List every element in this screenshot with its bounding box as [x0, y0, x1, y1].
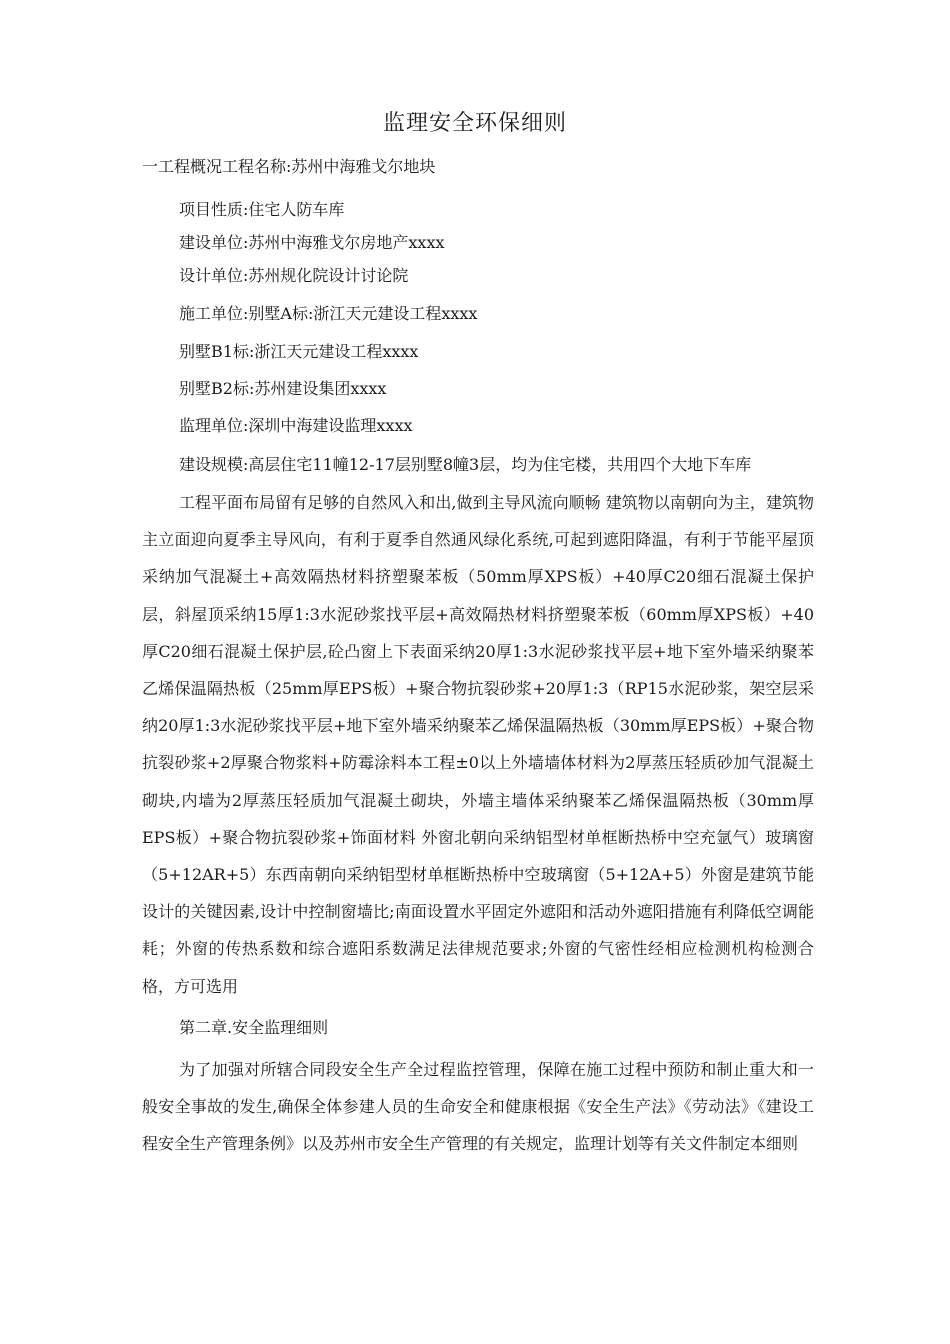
info-line-project-nature: 项目性质:住宅人防车库	[179, 200, 345, 219]
paragraph-layout-energy: 工程平面布局留有足够的自然风入和出,做到主导风流向顺畅 建筑物以南朝向为主，建筑物主立面迎向夏季主导风向，有利于夏季自然通风绿化系统,可起到遮阳降温，有利于节能平屋顶采纳加气混凝土+高效隔热材料挤塑聚苯板（50mm厚XPS板）+40厚C20细石混凝土保护层，斜屋顶采纳15厚1:3水泥砂浆找平层+高效隔热材料挤塑聚苯板（60mm厚XPS板）+40厚C20细石混凝土保护层,砼凸窗上下表面采纳20厚1:3水泥砂浆找平层+地下室外墙采纳聚苯乙烯保温隔热板（25mm厚EPS板）+聚合物抗裂砂浆+20厚1:3（RP15水泥砂浆，架空层采纳20厚1:3水泥砂浆找平层+地下室外墙采纳聚苯乙烯保温隔热板（30mm厚EPS板）+聚合物抗裂砂浆+2厚聚合物浆料+防霉涂料本工程±0以上外墙墙体材料为2厚蒸压轻质砂加气混凝土砌块,内墙为2厚蒸压轻质加气混凝土砌块，外墙主墙体采纳聚苯乙烯保温隔热板（30mm厚EPS板）+聚合物抗裂砂浆+饰面材料 外窗北朝向采纳铝型材单框断热桥中空充氩气）玻璃窗（5+12AR+5）东西南朝向采纳铝型材单框断热桥中空玻璃窗（5+12A+5）外窗是建筑节能设计的关键因素,设计中控制窗墙比;南面设置水平固定外遮阳和活动外遮阳措施有利降低空调能耗；外窗的传热系数和综合遮阳系数满足法律规范要求;外窗的气密性经相应检测机构检测合格，方可选用	[142, 493, 814, 996]
chapter-heading: 第二章.安全监理细则	[179, 1018, 329, 1037]
document-title: 监理安全环保细则	[382, 111, 567, 136]
info-line-designer: 设计单位:苏州规化院设计讨论院	[179, 266, 409, 285]
info-line-supervisor: 监理单位:深圳中海建设监理xxxx	[179, 416, 413, 435]
info-line-owner: 建设单位:苏州中海雅戈尔房地产xxxx	[179, 233, 445, 252]
paragraph-purpose: 为了加强对所辖合同段安全生产全过程监控管理，保障在施工过程中预防和制止重大和一般安全事故的发生,确保全体参建人员的生命安全和健康根据《安全生产法》《劳动法》《建设工程安全生产管理条例》以及苏州市安全生产管理的有关规定，监理计划等有关文件制定本细则	[142, 1060, 814, 1154]
info-line-contractor-b1: 别墅B1标:浙江天元建设工程xxxx	[179, 342, 419, 361]
info-line-contractor-b2: 别墅B2标:苏州建设集团xxxx	[179, 379, 387, 398]
info-line-contractor-a: 施工单位:别墅A标:浙江天元建设工程xxxx	[179, 304, 478, 323]
info-line-scale: 建设规模:高层住宅11幢12-17层别墅8幢3层，均为住宅楼，共用四个大地下车库	[179, 455, 752, 474]
overview-heading: 一工程概况工程名称:苏州中海雅戈尔地块	[142, 157, 436, 176]
